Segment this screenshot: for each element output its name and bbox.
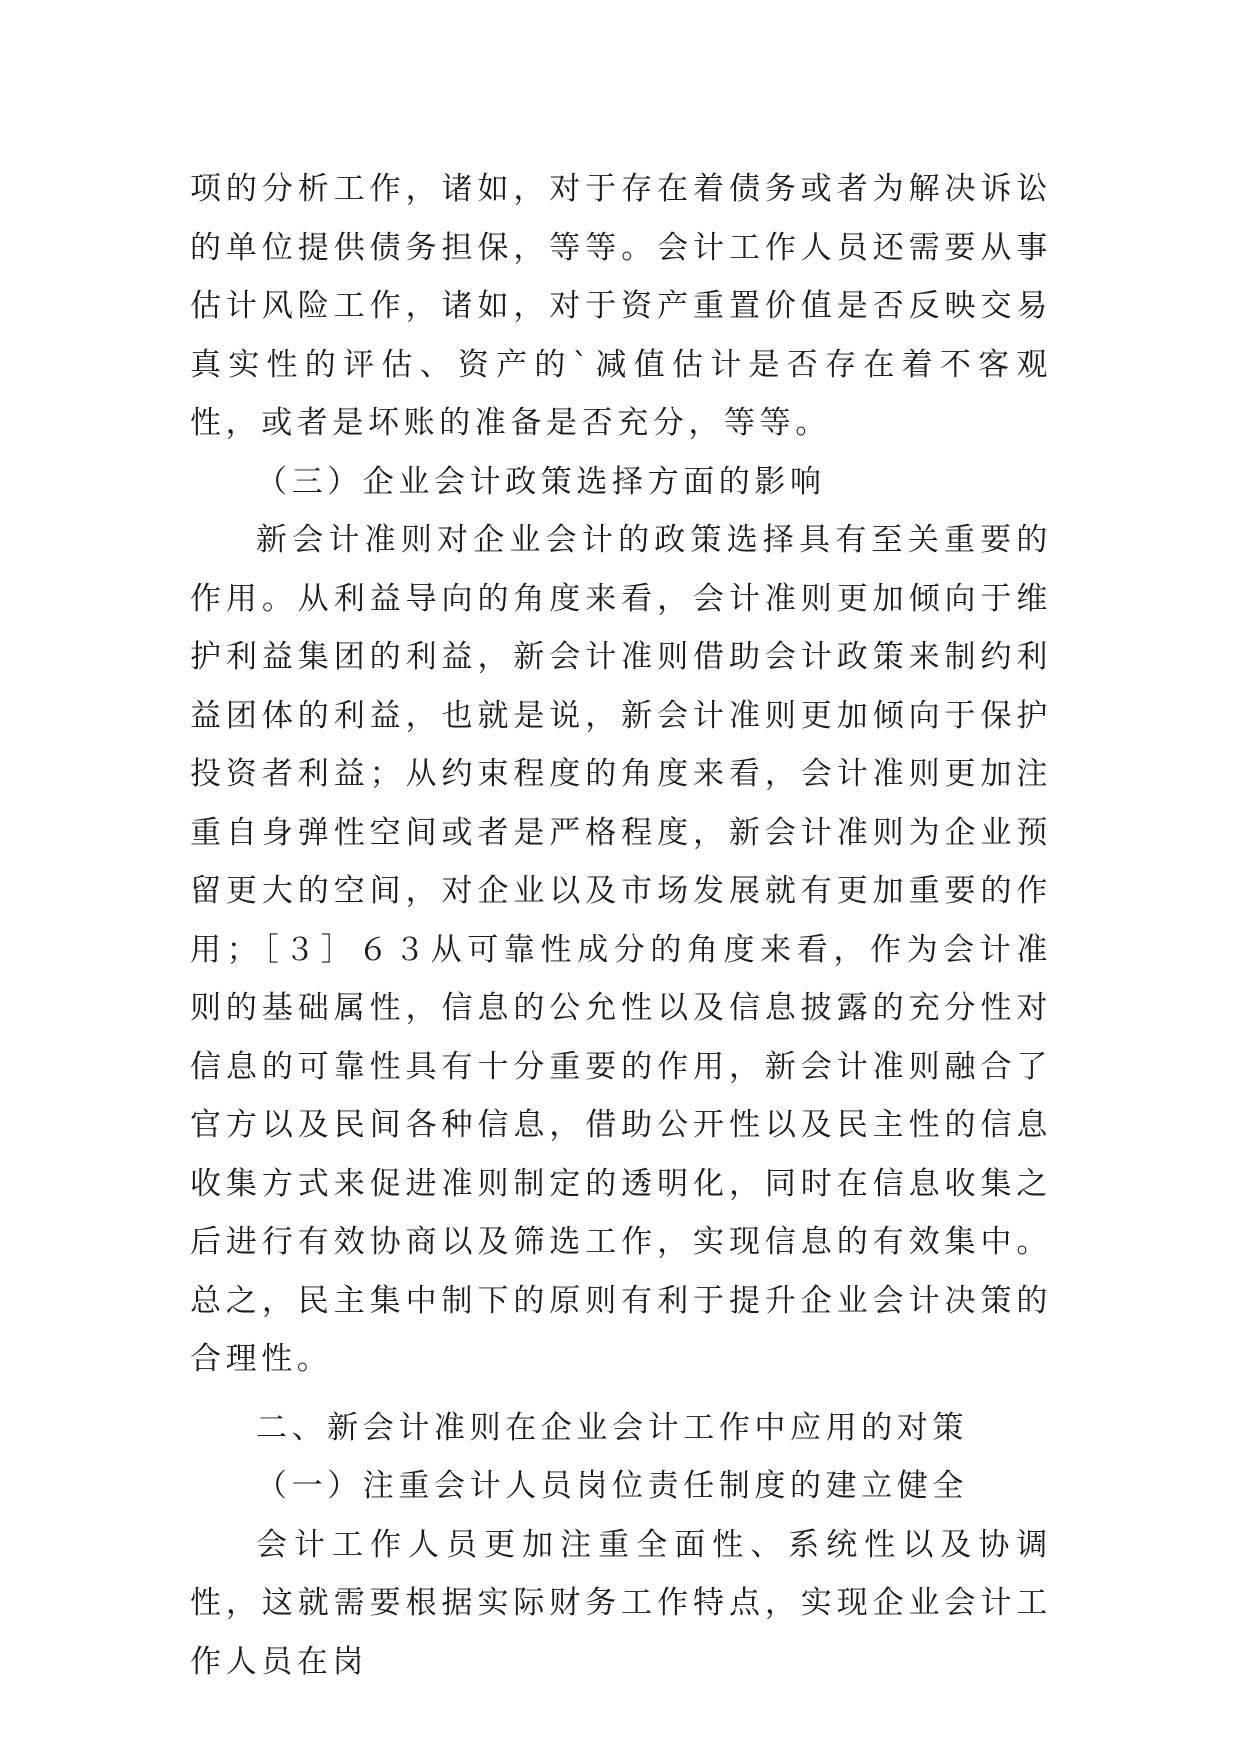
- subheading-policy-choice: （三）企业会计政策选择方面的影响: [256, 463, 826, 500]
- document-body: [190, 160, 1052, 1691]
- paragraph-continued: 项的分析工作，诸如，对于存在着债务或者为解决诉讼的单位提供债务担保，等等。会计工作人员还需要从事估计风险工作，诸如，对于资产重置价值是否反映交易真实性的评估、资产的`减值估计是否存在着不客观性，或者是坏账的准备是否充分，等等。: [190, 171, 1052, 441]
- paragraph-policy-choice: 新会计准则对企业会计的政策选择具有至关重要的作用。从利益导向的角度来看，会计准则更加倾向于维护利益集团的利益，新会计准则借助会计政策来制约利益团体的利益，也就是说，新会计准则更加倾向于保护投资者利益；从约束程度的角度来看，会计准则更加注重自身弹性空间或者是严格程度，新会计准则为企业预留更大的空间，对企业以及市场发展就有更加重要的作用；［３］６３从可靠性成分的角度来看，作为会计准则的基础属性，信息的公允性以及信息披露的充分性对信息的可靠性具有十分重要的作用，新会计准则融合了官方以及民间各种信息，借助公开性以及民主性的信息收集方式来促进准则制定的透明化，同时在信息收集之后进行有效协商以及筛选工作，实现信息的有效集中。总之，民主集中制下的原则有利于提升企业会计决策的合理性。: [190, 522, 1052, 1377]
- subheading-responsibility-system: （一）注重会计人员岗位责任制度的建立健全: [256, 1468, 968, 1504]
- paragraph-responsibility-system: 会计工作人员更加注重全面性、系统性以及协调性，这就需要根据实际财务工作特点，实现企业会计工作人员在岗: [190, 1526, 1052, 1680]
- section-heading-countermeasures: 二、新会计准则在企业会计工作中应用的对策: [256, 1409, 968, 1446]
